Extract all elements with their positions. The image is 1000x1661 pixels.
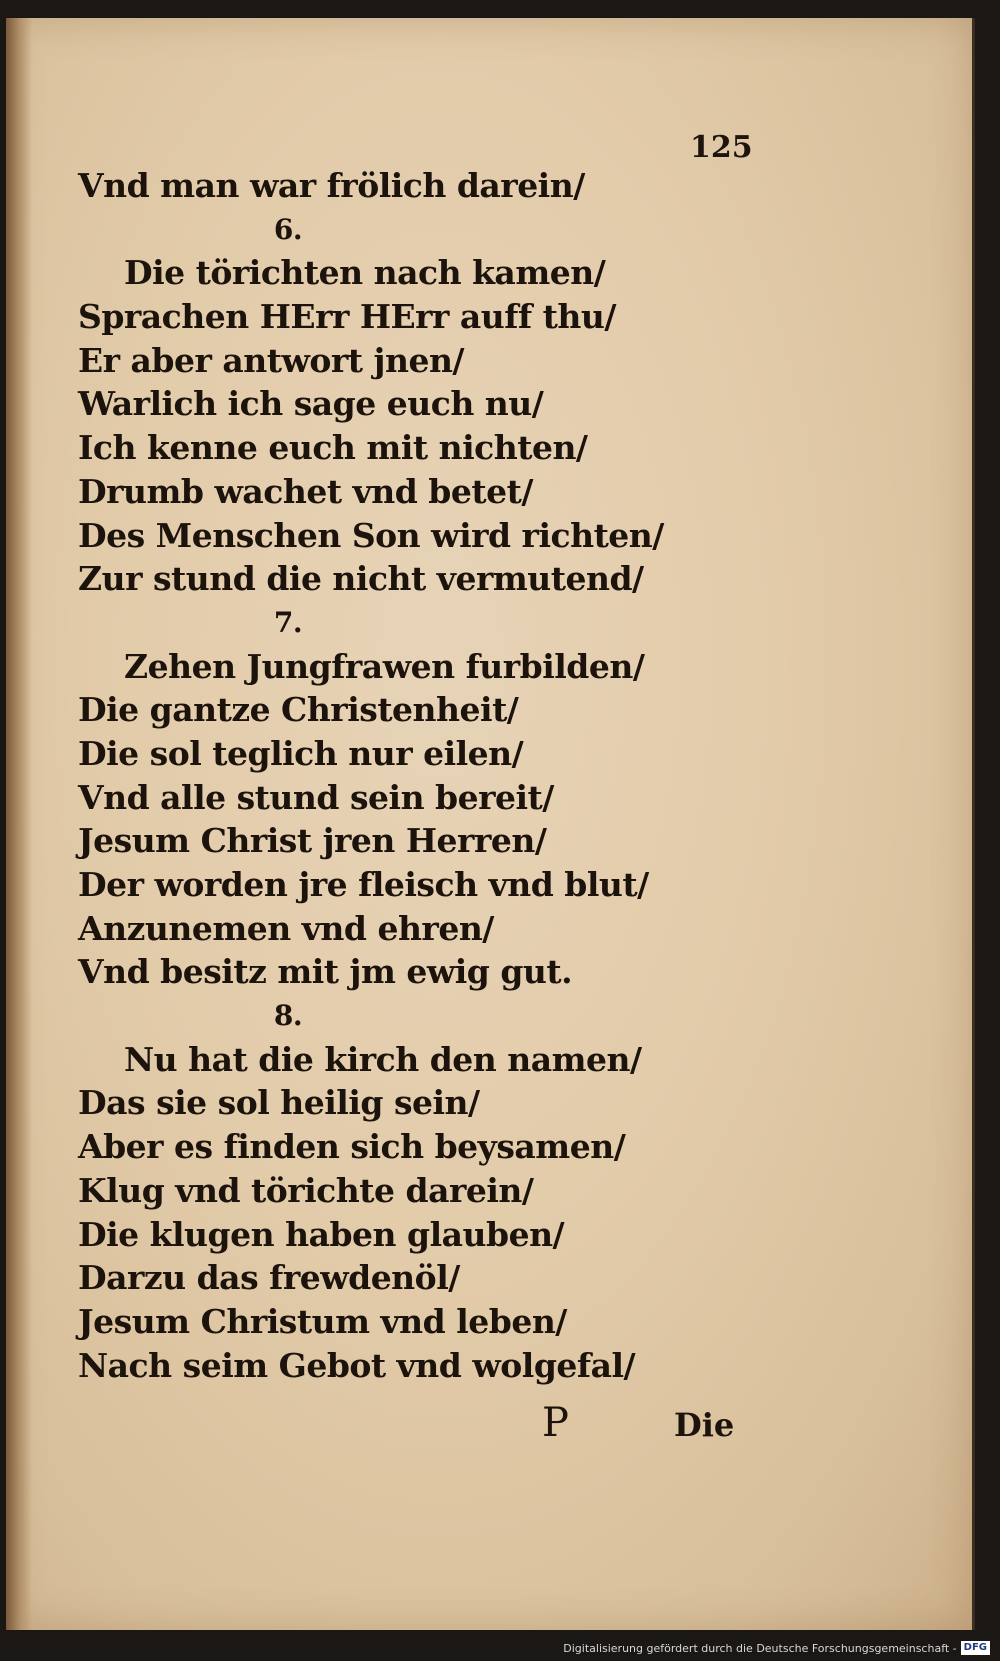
verse-line: Die gantze Christenheit/: [78, 690, 519, 730]
verse-line: Drumb wachet vnd betet/: [78, 471, 533, 511]
verse-line: Er aber antwort jnen/: [78, 340, 464, 380]
digitization-footer: [563, 1637, 990, 1659]
verse-line: Warlich ich sage euch nu/: [78, 384, 544, 424]
verse-line: Vnd man war frölich darein/: [78, 166, 585, 205]
verse-line: Anzunemen vnd ehren/: [78, 908, 494, 948]
verse-line: Zur stund die nicht vermutend/: [78, 559, 644, 599]
verse-line: Vnd besitz mit jm ewig gut.: [78, 952, 573, 992]
verse-line: Die klugen haben glauben/: [78, 1214, 565, 1254]
dfg-logo-icon: DFG: [961, 1641, 990, 1655]
verse-line: Jesum Christum vnd leben/: [78, 1301, 567, 1341]
stanza-number: 7.: [273, 605, 303, 639]
verse-line: Ich kenne euch mit nichten/: [78, 428, 588, 468]
verse-line: Vnd alle stund sein bereit/: [78, 777, 554, 817]
verse-line: Darzu das frewdenöl/: [78, 1258, 460, 1298]
verse-line: Die sol teglich nur eilen/: [78, 733, 524, 773]
signature-mark: P: [542, 1400, 569, 1446]
hymn-text: [78, 164, 718, 1387]
verse-line: Nach seim Gebot vnd wolgefal/: [78, 1345, 636, 1385]
catchword: Die: [674, 1406, 735, 1444]
verse-line: Nu hat die kirch den namen/: [124, 1039, 642, 1079]
book-page: [6, 18, 975, 1630]
verse-line: Aber es finden sich beysamen/: [78, 1127, 626, 1167]
verse-line: Des Menschen Son wird richten/: [78, 515, 664, 555]
verse-line: Zehen Jungfrawen furbilden/: [124, 646, 645, 686]
verse-line: Der worden jre fleisch vnd blut/: [78, 865, 649, 904]
stanza-number: 6.: [273, 212, 303, 246]
verse-line: Das sie sol heilig sein/: [78, 1083, 480, 1123]
verse-line: Sprachen HErr HErr auff thu/: [78, 297, 616, 337]
verse-line: Jesum Christ jren Herren/: [78, 821, 547, 861]
page-number: 125: [690, 130, 753, 165]
page-binding-shadow: [6, 18, 32, 1630]
verse-line: Klug vnd törichte darein/: [78, 1170, 534, 1210]
verse-line: Die törichten nach kamen/: [124, 253, 606, 293]
footer-credit: Digitalisierung gefördert durch die Deutsche Forschungsgemeinschaft -: [563, 1641, 957, 1655]
stanza-number: 8.: [273, 999, 303, 1033]
